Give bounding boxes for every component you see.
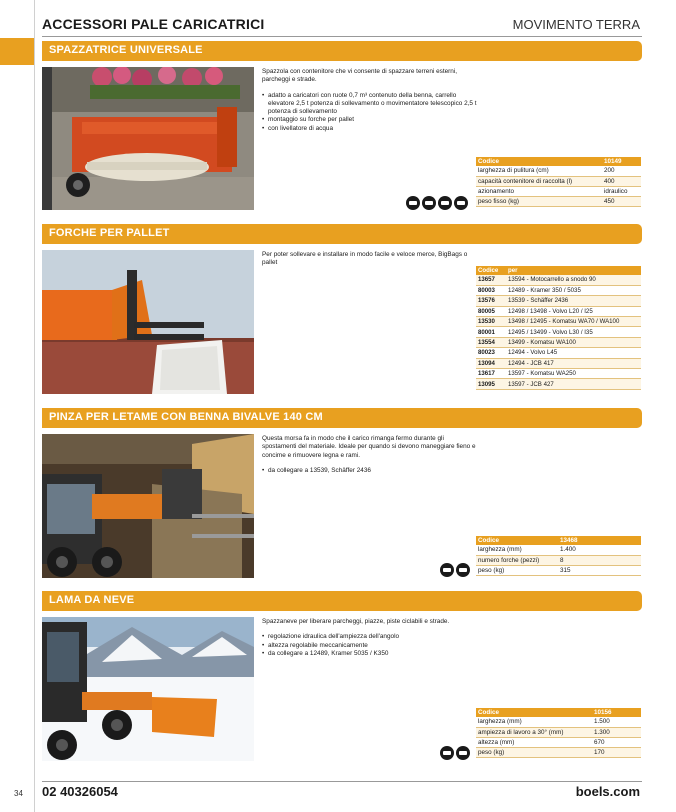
spec-header-row <box>476 536 641 545</box>
spec-row <box>476 166 641 176</box>
spec-label: larghezza (mm) <box>476 717 592 727</box>
codes-row <box>476 317 641 327</box>
section-bar-spazzatrice <box>42 41 642 61</box>
section-bar-forche <box>42 224 642 244</box>
spazzatrice-photo <box>42 67 254 210</box>
pinza-icons <box>440 563 470 577</box>
spec-value: 170 <box>592 747 641 757</box>
spec-value: 670 <box>592 737 641 747</box>
codes-row <box>476 327 641 337</box>
bullet-item: • regolazione idraulica dell'ampiezza dell'angolo <box>262 633 477 641</box>
spec-header-code: 13468 <box>558 536 641 545</box>
per-cell: 12494 - Volvo L45 <box>506 348 641 358</box>
pinza-photo <box>42 434 254 578</box>
page-category: MOVIMENTO TERRA <box>512 17 640 32</box>
codes-header-row <box>476 266 641 275</box>
codes-row <box>476 379 641 389</box>
code-cell: 13554 <box>476 337 506 347</box>
page-title: ACCESSORI PALE CARICATRICI <box>42 16 265 32</box>
per-cell: 13498 / 12495 - Komatsu WA70 / WA100 <box>506 317 641 327</box>
section-title: PINZA PER LETAME CON BENNA BIVALVE 140 CM <box>49 411 323 423</box>
diesel-icon <box>406 196 420 210</box>
left-margin-rule <box>34 0 35 812</box>
spec-value: 400 <box>602 176 641 186</box>
truck-icon <box>456 563 470 577</box>
per-cell: 13597 - Komatsu WA250 <box>506 369 641 379</box>
spec-value: 200 <box>602 166 641 176</box>
per-cell: 13594 - Motocarrello a snodo 90 <box>506 275 641 285</box>
code-cell: 80001 <box>476 327 506 337</box>
per-cell: 12498 / 13498 - Volvo L20 / I25 <box>506 306 641 316</box>
spec-header-row <box>476 157 641 166</box>
spec-row <box>476 545 641 555</box>
per-cell: 12495 / 13499 - Volvo L30 / I35 <box>506 327 641 337</box>
spec-label: altezza (mm) <box>476 737 592 747</box>
spec-value: 1.400 <box>558 545 641 555</box>
spec-header-code: 10156 <box>592 708 641 717</box>
spazzatrice-description <box>262 68 477 133</box>
spec-label: larghezza di pulitura (cm) <box>476 166 602 176</box>
lama-spec-table <box>476 708 641 758</box>
chapter-tab <box>0 38 34 65</box>
code-cell: 13657 <box>476 275 506 285</box>
spec-label: larghezza (mm) <box>476 545 558 555</box>
spec-value: 1.300 <box>592 727 641 737</box>
section-bar-pinza <box>42 408 642 428</box>
spec-row <box>476 555 641 565</box>
spec-row <box>476 717 641 727</box>
per-cell: 12494 - JCB 417 <box>506 358 641 368</box>
description-text: Questa morsa fa in modo che il carico rimanga fermo durante gli spostamenti del materiale. Ideale per quando si devono maneggiare fieno e concime e rimuovere legna e rami. <box>262 435 476 459</box>
phone-number: 02 40326054 <box>42 784 118 799</box>
codes-row <box>476 348 641 358</box>
code-cell: 80003 <box>476 285 506 295</box>
per-cell: 13539 - Schäffer 2436 <box>506 296 641 306</box>
tool-icon <box>422 196 436 210</box>
footer-divider <box>42 781 642 782</box>
spec-row <box>476 176 641 186</box>
forche-codes-table <box>476 266 641 390</box>
spec-label: peso fisso (kg) <box>476 196 602 206</box>
codes-row <box>476 358 641 368</box>
description-text: Spazzola con contenitore che vi consente di spazzare terreni esterni, parcheggi e strade. <box>262 68 458 84</box>
code-cell: 13530 <box>476 317 506 327</box>
truck-icon <box>438 196 452 210</box>
bullet-item: • adatto a caricatori con ruote 0,7 m³ contenuto della benna, carrello elevatore 2,5 t potenza di sollevamento o movimentatore telescopico 2,5 t potenza di sollevamento <box>262 92 477 117</box>
spec-row <box>476 727 641 737</box>
code-cell: 13617 <box>476 369 506 379</box>
spazzatrice-spec-table <box>476 157 641 207</box>
spec-header-row <box>476 708 641 717</box>
wheel-icon <box>454 196 468 210</box>
section-bar-lama <box>42 591 642 611</box>
codes-row <box>476 275 641 285</box>
bullet-item: • da collegare a 12489, Kramer 5035 / K350 <box>262 650 477 658</box>
codes-row <box>476 337 641 347</box>
spec-label: peso (kg) <box>476 565 558 575</box>
spec-header-label: Codice <box>476 708 592 717</box>
header-divider <box>42 36 642 37</box>
spec-label: ampiezza di lavoro a 30° (mm) <box>476 727 592 737</box>
spec-label: peso (kg) <box>476 747 592 757</box>
diesel-icon <box>440 563 454 577</box>
pinza-spec-table <box>476 536 641 576</box>
codes-row <box>476 285 641 295</box>
diesel-icon <box>440 746 454 760</box>
bullet-item: • montaggio su forche per pallet <box>262 116 477 124</box>
codes-row <box>476 296 641 306</box>
spec-header-code: 10149 <box>602 157 641 166</box>
spec-value: idraulico <box>602 186 641 196</box>
codes-header-code: Codice <box>476 266 506 275</box>
description-text: Per poter sollevare e installare in modo facile e veloce merce, BigBags o pallet <box>262 251 468 267</box>
lama-description <box>262 618 477 658</box>
codes-header-per: per <box>506 266 641 275</box>
spec-row <box>476 747 641 757</box>
pinza-description <box>262 435 477 475</box>
spec-row <box>476 196 641 206</box>
spec-label: numero forche (pezzi) <box>476 555 558 565</box>
code-cell: 80005 <box>476 306 506 316</box>
spazzatrice-icons <box>406 196 468 210</box>
forche-photo <box>42 250 254 394</box>
bullet-item: • da collegare a 13539, Schäffer 2436 <box>262 467 477 475</box>
description-text: Spazzaneve per liberare parcheggi, piazze, piste ciclabili e strade. <box>262 618 450 625</box>
truck-icon <box>456 746 470 760</box>
spec-label: capacità contenitore di raccolta (l) <box>476 176 602 186</box>
spec-value: 8 <box>558 555 641 565</box>
bullet-item: • altezza regolabile meccanicamente <box>262 642 477 650</box>
lama-icons <box>440 746 470 760</box>
section-title: LAMA DA NEVE <box>49 594 135 606</box>
section-title: SPAZZATRICE UNIVERSALE <box>49 44 203 56</box>
spec-value: 1.500 <box>592 717 641 727</box>
spec-label: azionamento <box>476 186 602 196</box>
codes-row <box>476 369 641 379</box>
website: boels.com <box>575 784 640 799</box>
code-cell: 13095 <box>476 379 506 389</box>
spec-row <box>476 565 641 575</box>
spec-value: 315 <box>558 565 641 575</box>
per-cell: 13499 - Komatsu WA100 <box>506 337 641 347</box>
bullet-item: • con livellatore di acqua <box>262 125 477 133</box>
spec-row <box>476 737 641 747</box>
spec-value: 450 <box>602 196 641 206</box>
page-number: 34 <box>14 789 23 798</box>
forche-description <box>262 251 477 268</box>
per-cell: 12489 - Kramer 350 / 5035 <box>506 285 641 295</box>
code-cell: 13576 <box>476 296 506 306</box>
section-title: FORCHE PER PALLET <box>49 227 170 239</box>
spec-header-label: Codice <box>476 536 558 545</box>
spec-header-label: Codice <box>476 157 602 166</box>
codes-row <box>476 306 641 316</box>
per-cell: 13597 - JCB 427 <box>506 379 641 389</box>
lama-photo <box>42 617 254 761</box>
spec-row <box>476 186 641 196</box>
code-cell: 80023 <box>476 348 506 358</box>
code-cell: 13094 <box>476 358 506 368</box>
